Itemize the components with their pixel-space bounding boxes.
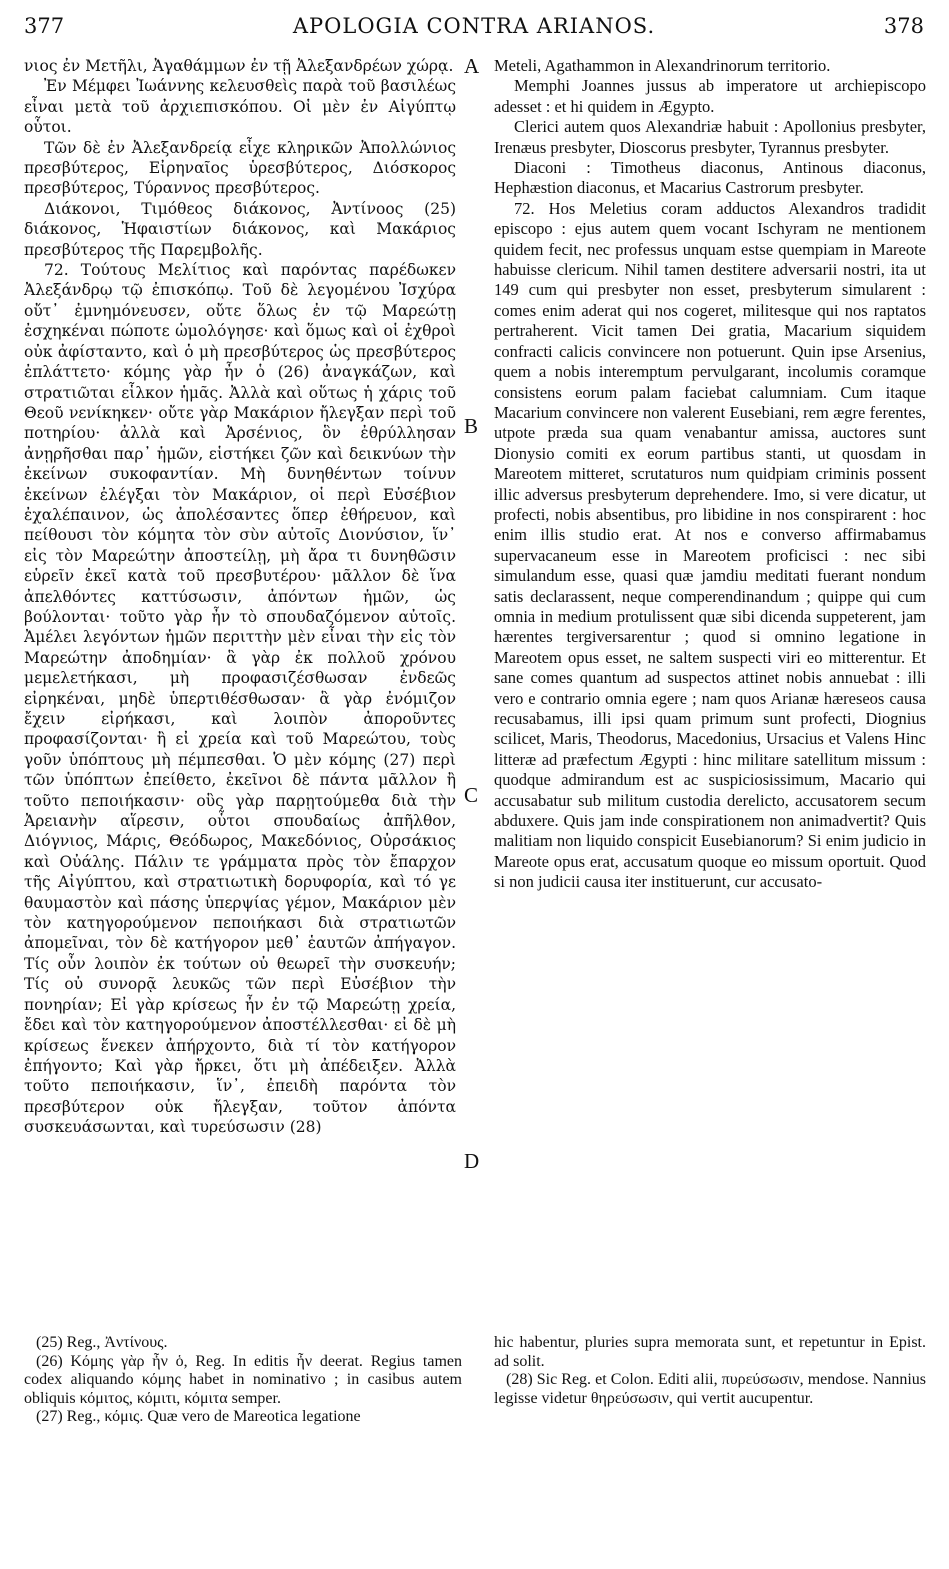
latin-paragraph: Meteli, Agathammon in Alexandrinorum territorio.: [494, 56, 831, 75]
footnotes-left: [24, 1334, 462, 1427]
footnote: (27) Reg., κόμις. Quæ vero de Mareotica legatione: [36, 1408, 361, 1425]
greek-paragraph: 72. Τούτους Μελίτιος καὶ παρόντας παρέδωκεν Ἀλεξάνδρῳ τῷ ἐπισκόπῳ. Τοῦ δὲ λεγομένου Ἰσχύρα οὔτ᾽ ἐμνημόνευσεν, οὔτε ὅλως ἐν τῷ Μαρεώτῃ ἐσχηκέναι πώποτε ὡμολόγησε· καὶ ὅμως καὶ οἱ ἐχθροὶ οὐκ ἀφίσταντο, καὶ ὁ μὴ πρεσβύτερος ὡς πρεσβύτερος ἐπλάττετο· κόμης γὰρ ἦν ὁ (26) ἀναγκάζων, καὶ στρατιῶται εἷλκον ἡμᾶς. Ἀλλὰ καὶ οὕτως ἡ χάρις τοῦ Θεοῦ νενίκηκεν· οὔτε γὰρ Μακάριον ἤλεγξαν περὶ τοῦ ποτηρίου· ἀλλὰ καὶ Ἀρσένιος, ὃν ἐθρύλλησαν ἀνῃρῆσθαι παρ᾽ ἡμῶν, εἱστήκει ζῶν καὶ δεικνύων τὴν ἐκείνων συκοφαντίαν. Μὴ δυνηθέντων τοίνυν ἐκείνων ἐλέγξαι τὸν Μακάριον, οἱ περὶ Εὐσέβιον ἐχαλέπαινον, ὡς ἀπολέσαντες ὅπερ ἐθήρευον, καὶ πείθουσι τὸν κόμητα τὸν σὺν αὐτοῖς Διονύσιον, ἵν᾽ εἰς τὸν Μαρεώτην ἀποστείλῃ, μὴ ἄρα τι δυνηθῶσιν εὑρεῖν ἐκεῖ κατὰ τοῦ πρεσβυτέρου· μᾶλλον δὲ ἵνα ἀπελθόντες καττύσωσιν, ἀπόντων ἡμῶν, ὡς βούλονται· τοῦτο γὰρ ἦν τὸ σπουδαζόμενον αὐτοῖς. Ἀμέλει λεγόντων ἡμῶν περιττὴν μὲν εἶναι τὴν εἰς τὸν Μαρεώτην ἀποδημίαν· ἃ γὰρ ἐκ πολλοῦ χρόνου μεμελετήκασι, μὴ προφασιζέσθωσαν ἐνδεῶς εἰρηκέναι, μηδὲ ὑπερτιθέσθωσαν· ἃ γὰρ ἐνόμιζον ἔχειν εἰρήκασι, καὶ λοιπὸν ἀποροῦντες προφασίζονται· ἢ εἰ χρεία καὶ τοῦ Μαρεώτου, τοὺς γοῦν ὑπόπτους μὴ πέμπεσθαι. Ὁ μὲν κόμης (27) περὶ τῶν ὑπόπτων ἐπείθετο, ἐκεῖνοι δὲ πάντα μᾶλλον ἢ τοῦτο πεποιήκασιν· οὓς γὰρ παρῃτούμεθα διὰ τὴν Ἀρειανὴν αἵρεσιν, οὗτοι σπουδαίως ἀπῆλθον, Διόγνιος, Μάρις, Θεόδωρος, Μακεδόνιος, Οὐρσάκιος καὶ Οὐάλης. Πάλιν τε γράμματα πρὸς τὸν ἔπαρχον τῆς Αἰγύπτου, καὶ στρατιωτικὴ δορυφορία, καὶ τό γε θαυμαστὸν καὶ πάσης ὑπερψίας γέμον, Μακάριον μὲν τὸν κατηγορούμενον πεποιήκασι διὰ στρατιωτῶν ἀπομεῖναι, τὸν δὲ κατήγορον μεθ᾽ ἑαυτῶν ἀπήγαγον. Τίς οὖν λοιπὸν ἐκ τούτων οὐ θεωρεῖ τὴν συσκευήν; Τίς οὐ συνορᾷ λευκῶς τῶν περὶ Εὐσέβιον τὴν πονηρίαν; Εἰ γὰρ κρίσεως ἦν ἐν τῷ Μαρεώτῃ χρεία, ἔδει καὶ τὸν κατηγορούμενον ἀποστέλλεσθαι· εἰ δὲ μὴ κρίσεως ἕνεκεν ἀπήρχοντο, διὰ τί τὸν κατήγορον ἐπήγοντο; Καὶ γὰρ ἤρκει, ὅτι μὴ ἀπέδειξεν. Ἀλλὰ τοῦτο πεποιήκασιν, ἵν᾽, ἐπειδὴ παρόντα τὸν πρεσβύτερον οὐκ ἤλεγξαν, τοῦτον ἀπόντα συσκευάσωνται, καὶ τυρεύσωσιν (28): [24, 261, 456, 1137]
greek-paragraph: νιος ἐν Μετῆλι, Ἀγαθάμμων ἐν τῇ Ἀλεξανδρέων χώρᾳ.: [24, 57, 454, 75]
margin-letter-b: B: [464, 414, 479, 438]
margin-letter-c: C: [464, 783, 479, 807]
latin-paragraph: 72. Hos Meletius coram adductos Alexandros tradidit episcopo : ejus autem quem vocant Ischyram ne mentionem quidem fecit, nec professus unquam estse quempiam in Mareote habuisse clericum. Nihil tamen destitere adversarii nostri, ita ut 149 cum qui presbyter non esset, presbyterum simularent : comes enim aderat qui nos cogeret, militesque qui nos raptatos pertraherent. Vicit tamen Dei gratia, Macarium siquidem confracti calicis convincere non potuerunt. Quin ipse Arsenius, quem a nobis interemptum pervulgarant, incolumis coramque consistens eorum palam faciebat calumniam. Cum itaque Macarium convincere non valerent Eusebiani, rem ægre ferentes, utpote præda sua quam venabantur amissa, auctores sunt Dionysio comiti ex eorum partibus stanti, ut quosdam in Mareotem mitteret, scrutaturos num quidpiam criminis possent illic adversus presbyterum deprehendere. Imo, si vere dicatur, ut profecti, nobis absentibus, pro libidine in nos conspirarent : hoc enim illis studio erat. At nos e converso affirmabamus supervacaneum esse in Mareotem proficisci : nec sibi simulandum esse, quasi quæ jamdiu meditati fuerant nondum satis declarassent, neque comperendinandum ; quippe qui cum omnia in medium protulissent quæ sibi dicenda suppeterent, jam hærentes tergiversarentur ; quod si omnino legatione in Mareotem opus esset, ne saltem suspecti viri eo mitterentur. Et sane comes quantum ad suspectos attinet nobis annuebat : illi vero e contrario omnia egere ; nam quos Arianæ hæreseos causa recusabamus, illi ipsi quam primum sunt profecti, Diognius scilicet, Maris, Theodorus, Macedonius, Ursacius et Valens Hinc litteræ ad præfectum Ægypti : hinc militare satellitum missum : quodque admirandum est ac suspiciosissimum, Macario qui accusabatur sub militum custodia derelicto, accusatorem secum abduxere. Quis jam inde conspirationem non animadvertit? Quis malitiam non liquido conspicit Eusebianorum? Si enim judicio in Mareote opus erat, accusatum quoque eo missum oportuit. Quod si non judicii causa iter instituerunt, cur accusato-: [494, 198, 926, 892]
latin-paragraph: Clerici autem quos Alexandriæ habuit : Apollonius presbyter, Irenæus presbyter, Dioscorus presbyter, Tyrannus presbyter.: [494, 117, 926, 157]
margin-letter-d: D: [464, 1149, 480, 1173]
page-header: [24, 14, 924, 44]
running-title: APOLOGIA CONTRA ARIANOS.: [292, 14, 656, 38]
footnote: (25) Reg., Ἀντίνους.: [36, 1334, 168, 1351]
latin-paragraph: Diaconi : Timotheus diaconus, Antinous diaconus, Hephæstion diaconus, et Macarius Castrorum presbyter.: [494, 158, 926, 198]
page-number-left: 377: [24, 14, 65, 38]
margin-letter-a: A: [464, 54, 480, 78]
footnote-continuation: hic habentur, pluries supra memorata sunt, et repetuntur in Epist. ad solit.: [494, 1334, 926, 1370]
latin-paragraph: Memphi Joannes jussus ab imperatore ut archiepiscopo adesset : et hi quidem in Ægypto.: [494, 76, 926, 116]
greek-paragraph: Ἐν Μέμφει Ἰωάννης κελευσθεὶς παρὰ τοῦ βασιλέως εἶναι μετὰ τοῦ ἀρχιεπισκόπου. Οἱ μὲν ἐν Αἰγύπτῳ οὗτοι.: [24, 77, 456, 137]
greek-paragraph: Τῶν δὲ ἐν Ἀλεξανδρείᾳ εἶχε κληρικῶν Ἀπολλώνιος πρεσβύτερος, Εἰρηναῖος ὑρεσβύτερος, Διόσκορος πρεσβύτερος, Τύραννος πρεσβύτερος.: [24, 138, 456, 198]
footnote: (28) Sic Reg. et Colon. Editi alii, πυρεύσωσιν, mendose. Nannius legisse videtur θηρεύσωσιν, qui vertit aucupentur.: [494, 1371, 926, 1407]
greek-paragraph: Διάκονοι, Τιμόθεος διάκονος, Ἀντίνοος (25) διάκονος, Ἡφαιστίων διάκονος, καὶ Μακάριος πρεσβύτερος τῆς Παρεμβολῆς.: [24, 199, 456, 259]
page-number-right: 378: [883, 14, 924, 38]
latin-column: [494, 56, 926, 893]
footnotes-right: [494, 1334, 926, 1408]
greek-column: [24, 56, 456, 1138]
footnote: (26) Κόμης γὰρ ἦν ὁ, Reg. In editis ἦν deerat. Regius tamen codex aliquando κόμης habet in nominativo ; in casibus autem obliquis κόμιτος, κόμιτι, κόμιτα semper.: [24, 1352, 462, 1407]
